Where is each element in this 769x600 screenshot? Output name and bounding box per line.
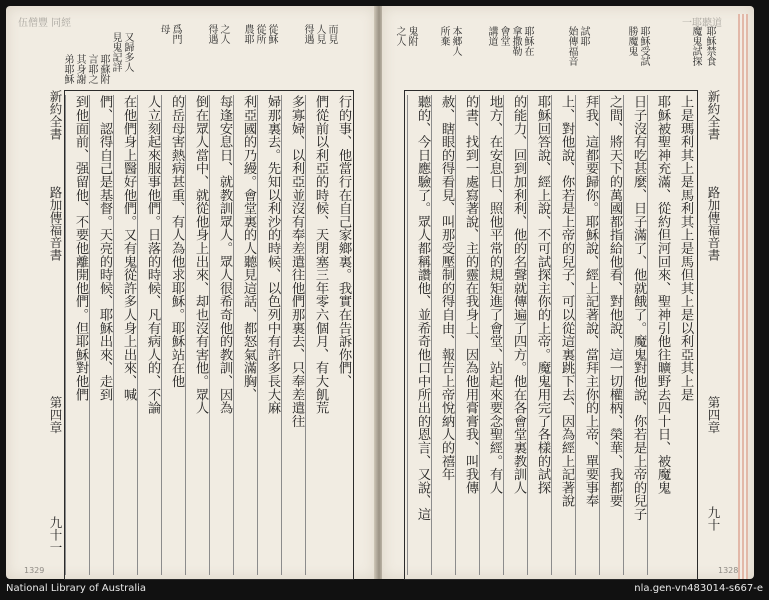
- gloss-block: 從所: [254, 24, 265, 44]
- header-title: 新約全書: [48, 90, 63, 140]
- page-number: 九十: [706, 506, 721, 531]
- gloss-block: 弟耶穌: [62, 54, 73, 84]
- gloss-block: 耶蘇附: [98, 54, 109, 84]
- pencil-mark: 1328: [718, 566, 739, 575]
- text-column: 多寡婦、以利亞並沒有奉差遣往他們那裏去、只奉差遣往: [281, 95, 306, 575]
- gloss-block: 所棄: [438, 26, 449, 46]
- gloss-block: 從穌: [266, 24, 277, 44]
- text-column: 每逢安息日、就教訓眾人。眾人很希奇他的教訓、因為: [209, 95, 234, 575]
- gloss-block: 又歸多人: [122, 32, 133, 72]
- text-column: 倒在眾人當中、就從他身上出來、却也沒有害他。眾人: [185, 95, 210, 575]
- gloss-block: 言耶之: [86, 54, 97, 84]
- gloss-block: 講道: [486, 26, 497, 46]
- gloss-block: 農耶: [242, 24, 253, 44]
- gloss-block: 其身謝: [74, 54, 85, 84]
- gloss-block: 之人: [394, 26, 405, 46]
- gloss-block: 耶穌受試: [638, 26, 649, 66]
- gloss-block: 之人: [218, 24, 229, 44]
- page-edge: [738, 14, 748, 579]
- gloss-block: 耶穌在: [522, 26, 533, 56]
- gloss-block: 會堂: [498, 26, 509, 46]
- text-column: 在他們身上醫好他們。又有鬼從許多人身上出來、喊: [113, 95, 138, 575]
- text-column: 人立刻起來服事他們。日落的時候、凡有病人的、不論: [137, 95, 162, 575]
- left-page: [6, 6, 376, 579]
- gloss-block: 人見: [314, 24, 325, 44]
- text-column: 的能力、回到加利利、他的名聲就傳遍了四方。他在各會堂裏教訓人: [503, 95, 528, 575]
- header-title: 新約全書: [706, 90, 721, 140]
- text-column: 們、認得自己是基督。天亮的時候、耶穌出來、走到: [89, 95, 114, 575]
- footer-library-name: National Library of Australia: [6, 583, 147, 594]
- text-column: 上是瑪利其上是馬利其上是馬但其上是以利亞其上是: [678, 95, 693, 401]
- gloss-block: 爲門: [170, 24, 181, 44]
- bleed-through-text: 一耶聽道: [682, 18, 722, 29]
- gloss-block: 得遇: [302, 24, 313, 44]
- text-column: 到他面前、强留他、不要他離開他們。但耶穌對他們: [65, 95, 90, 575]
- text-column: 耶穌被聖神充滿、從約但河回來、聖神引他往曠野去四十日、被魔鬼: [647, 95, 672, 575]
- gloss-block: 得遇: [206, 24, 217, 44]
- text-frame: [64, 90, 354, 580]
- text-column: 耶穌回答說、經上說、不可試探主你的上帝。魔鬼用完了各樣的試探: [527, 95, 552, 575]
- gloss-block: 見鬼記詳: [110, 32, 121, 72]
- bleed-through-text: 伍僧豐 同經: [18, 18, 72, 29]
- gloss-block: 本郷人: [450, 26, 461, 56]
- header-book: 路加傳福音書: [706, 186, 721, 261]
- header-book: 路加傳福音書: [48, 186, 63, 261]
- gloss-block: 鬼附: [406, 26, 417, 46]
- gloss-block: 拿撒勒: [510, 26, 521, 56]
- gloss-block: 母: [158, 24, 169, 34]
- text-column: 地方、在安息日、照他平常的規矩進了會堂、站起來要念聖經。有人: [479, 95, 504, 575]
- text-column: 上、對他說、你若是上帝的兒子、可以從這裏跳下去、因為經上記著說: [551, 95, 576, 575]
- text-column: 日子沒有吃甚麼、日子滿了、他就餓了。魔鬼對他說、你若是上帝的兒子: [623, 95, 648, 575]
- page-number: 九十一: [48, 516, 63, 554]
- text-column: 的岳母害熱病甚重、有人為他求耶穌。耶穌站在他: [161, 95, 186, 575]
- text-column: 利亞國的乃縵。會堂裏的人聽見這話、都怒氣滿胸、: [233, 95, 258, 575]
- gloss-block: 而見: [326, 24, 337, 44]
- chapter-label: 第四章: [706, 396, 721, 434]
- chapter-label: 第四章: [48, 396, 63, 434]
- text-column: 行的事、他當行在自己家鄉裏。我實在告訴你們、: [336, 95, 351, 388]
- text-column: 的書、找到一處寫著說、主的靈在我身上、因為他用膏膏我、叫我傳: [455, 95, 480, 575]
- pencil-mark: 1329: [24, 566, 45, 575]
- footer-catalog-id: nla.gen-vn483014-s667-e: [634, 583, 763, 594]
- text-column: 婦那裏去。先知以利沙的時候、以色列中有許多長大麻: [257, 95, 282, 575]
- text-column: 赦、瞎眼的得看見、叫那受壓制的得自由、報告上帝悅納人的禧年: [431, 95, 456, 575]
- gloss-block: 魔鬼試探: [690, 26, 701, 66]
- text-column: 之間、將天下的萬國都指給他看、對他說、這一切權柄、榮華、我都要: [599, 95, 624, 575]
- text-frame: [404, 90, 698, 580]
- text-column: 們從前以利亞的時候、天閉塞三年零六個月、有大飢荒: [305, 95, 330, 575]
- right-page: [382, 6, 754, 579]
- gloss-block: 耶穌禁食: [704, 26, 715, 66]
- gloss-block: 勝魔鬼: [626, 26, 637, 56]
- gloss-block: 始傳福音: [566, 26, 577, 66]
- text-column: 聽的、今日應驗了。眾人都稱讚他、並希奇他口中所出的恩言、又說、這: [407, 95, 432, 575]
- text-column: 拜我、這都要歸你。耶穌說、經上記著說、當拜主你的上帝、單要事奉: [575, 95, 600, 575]
- gloss-block: 試耶: [578, 26, 589, 46]
